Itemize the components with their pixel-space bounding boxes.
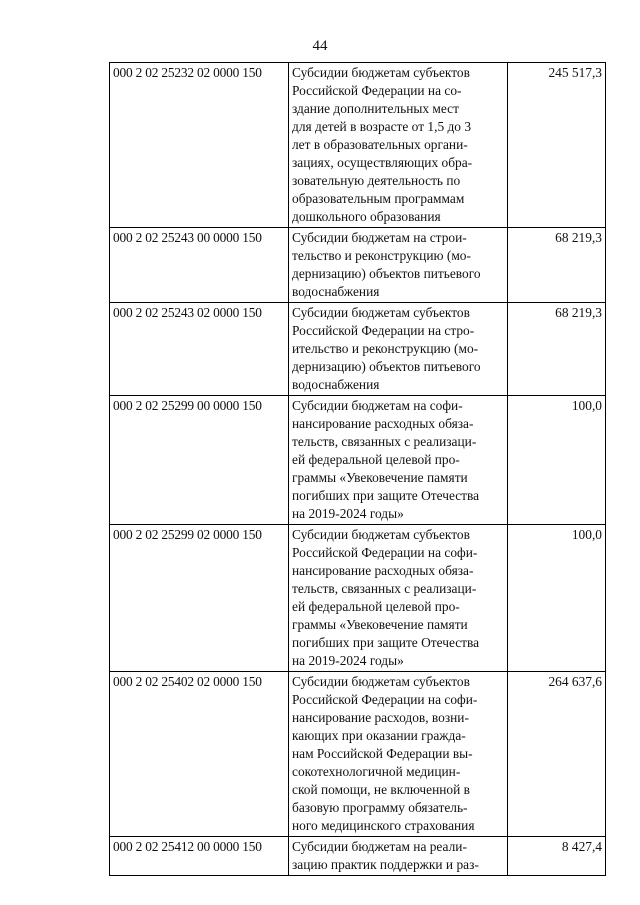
description-line: для детей в возрасте от 1,5 до 3 xyxy=(292,119,472,134)
description-line: Российской Федерации на стро- xyxy=(292,323,475,338)
description-line: Субсидии бюджетам на строи- xyxy=(292,230,467,245)
description-line: тельств, связанных с реализаци- xyxy=(292,434,477,449)
table-row xyxy=(110,525,606,672)
description-line: базовую программу обязатель- xyxy=(292,800,468,815)
description-line: тельство и реконструкцию (мо- xyxy=(292,248,471,263)
description-cell xyxy=(289,396,508,525)
description-line: Субсидии бюджетам на софи- xyxy=(292,398,463,413)
description-line: тельств, связанных с реализаци- xyxy=(292,581,477,596)
budget-code-cell: 000 2 02 25299 00 0000 150 xyxy=(110,396,289,525)
description-line: нансирование расходных обяза- xyxy=(292,563,474,578)
amount-cell: 245 517,3 xyxy=(508,63,606,228)
description-line: дошкольного образования xyxy=(292,209,441,224)
description-line: нансирование расходов, возни- xyxy=(292,710,469,725)
description-line: водоснабжения xyxy=(292,284,380,299)
table-row xyxy=(110,396,606,525)
description-cell xyxy=(289,63,508,228)
budget-table xyxy=(109,62,606,876)
description-line: ного медицинского страхования xyxy=(292,818,475,833)
budget-code-cell: 000 2 02 25299 02 0000 150 xyxy=(110,525,289,672)
table-row xyxy=(110,672,606,837)
description-line: граммы «Увековечение памяти xyxy=(292,470,468,485)
description-line: образовательным программам xyxy=(292,191,465,206)
description-cell xyxy=(289,228,508,303)
budget-code-cell: 000 2 02 25243 00 0000 150 xyxy=(110,228,289,303)
description-line: нансирование расходных обяза- xyxy=(292,416,474,431)
page-number: 44 xyxy=(312,38,328,54)
description-line: Субсидии бюджетам на реали- xyxy=(292,839,467,854)
description-line: нам Российской Федерации вы- xyxy=(292,746,473,761)
description-line: водоснабжения xyxy=(292,377,380,392)
amount-cell: 100,0 xyxy=(508,396,606,525)
table-row xyxy=(110,837,606,876)
budget-code-cell: 000 2 02 25232 02 0000 150 xyxy=(110,63,289,228)
description-line: дернизацию) объектов питьевого xyxy=(292,266,481,281)
amount-cell: 68 219,3 xyxy=(508,228,606,303)
description-line: на 2019-2024 годы» xyxy=(292,653,404,668)
description-line: ской помощи, не включенной в xyxy=(292,782,470,797)
description-line: погибших при защите Отечества xyxy=(292,635,480,650)
description-line: ей федеральной целевой про- xyxy=(292,452,460,467)
description-line: Субсидии бюджетам субъектов xyxy=(292,305,470,320)
description-cell xyxy=(289,525,508,672)
description-line: лет в образовательных органи- xyxy=(292,137,468,152)
description-line: Российской Федерации на софи- xyxy=(292,692,478,707)
description-line: кающих при оказании гражда- xyxy=(292,728,466,743)
description-line: ей федеральной целевой про- xyxy=(292,599,460,614)
description-line: дернизацию) объектов питьевого xyxy=(292,359,481,374)
budget-table-body xyxy=(110,63,606,876)
description-line: зовательную деятельность по xyxy=(292,173,461,188)
budget-code-cell: 000 2 02 25402 02 0000 150 xyxy=(110,672,289,837)
amount-cell: 264 637,6 xyxy=(508,672,606,837)
description-line: ительство и реконструкцию (мо- xyxy=(292,341,479,356)
description-line: граммы «Увековечение памяти xyxy=(292,617,468,632)
description-cell xyxy=(289,303,508,396)
description-line: зацию практик поддержки и раз- xyxy=(292,857,479,872)
description-line: здание дополнительных мест xyxy=(292,101,459,116)
table-row xyxy=(110,228,606,303)
table-row xyxy=(110,303,606,396)
amount-cell: 100,0 xyxy=(508,525,606,672)
amount-cell: 8 427,4 xyxy=(508,837,606,876)
description-line: зациях, осуществляющих обра- xyxy=(292,155,473,170)
table-row xyxy=(110,63,606,228)
description-line: Субсидии бюджетам субъектов xyxy=(292,674,470,689)
description-line: на 2019-2024 годы» xyxy=(292,506,404,521)
description-line: Российской Федерации на со- xyxy=(292,83,462,98)
description-line: погибших при защите Отечества xyxy=(292,488,480,503)
budget-code-cell: 000 2 02 25412 00 0000 150 xyxy=(110,837,289,876)
description-cell xyxy=(289,837,508,876)
description-line: Субсидии бюджетам субъектов xyxy=(292,65,470,80)
description-line: Российской Федерации на софи- xyxy=(292,545,478,560)
description-line: Субсидии бюджетам субъектов xyxy=(292,527,470,542)
description-cell xyxy=(289,672,508,837)
amount-cell: 68 219,3 xyxy=(508,303,606,396)
budget-code-cell: 000 2 02 25243 02 0000 150 xyxy=(110,303,289,396)
description-line: сокотехнологичной медицин- xyxy=(292,764,461,779)
